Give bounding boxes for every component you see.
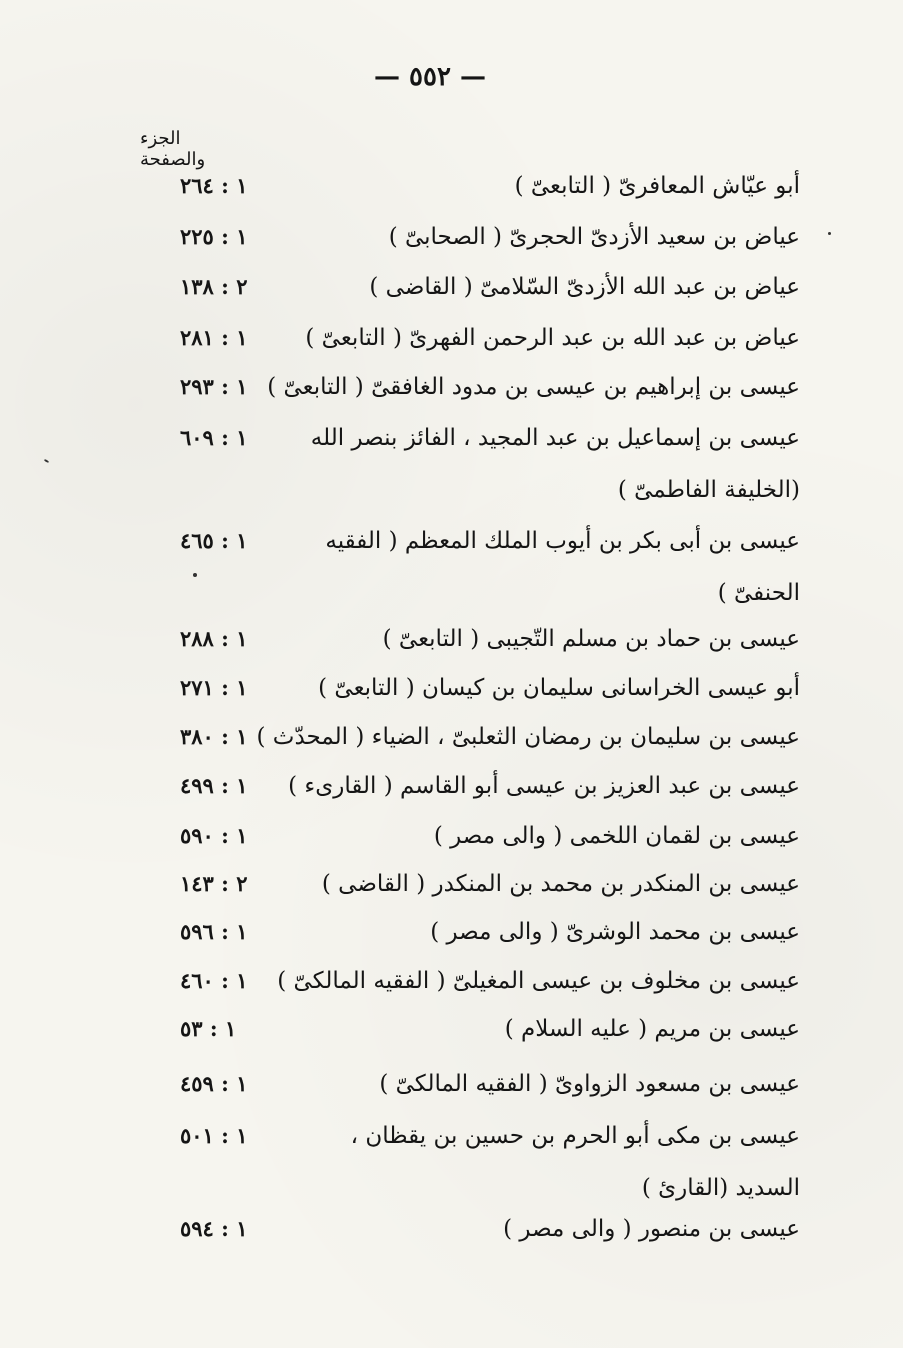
entry-volume-page: ١ : ٥٩٤ <box>180 1216 248 1241</box>
entry-volume-page: ١ : ٥٣ <box>180 1016 237 1041</box>
entry-name: عيسى بن عبد العزيز بن عيسى أبو القاسم ( القارىء ) <box>288 773 800 799</box>
entry-volume-page: ١ : ٥٩٦ <box>180 919 248 944</box>
scan-speck <box>193 573 197 577</box>
entry-name: عيسى بن أبى بكر بن أيوب الملك المعظم ( الفقيه الحنفىّ ) <box>325 528 800 606</box>
entry-volume-page: ١ : ٥٩٠ <box>180 823 248 848</box>
entry-name: عيسى بن مسعود الزواوىّ ( الفقيه المالكىّ ) <box>379 1071 800 1097</box>
entry-name: عيسى بن منصور ( والى مصر ) <box>503 1216 800 1242</box>
entry-volume-page: ١ : ٤٩٩ <box>180 773 248 798</box>
column-header-volume-page: الجزء والصفحة <box>140 128 206 170</box>
entry-volume-page: ١ : ٢٨١ <box>180 325 248 350</box>
entry-volume-page: ١ : ٤٥٩ <box>180 1071 248 1096</box>
entry-volume-page: ١ : ٥٠١ <box>180 1123 248 1148</box>
entry-name: عياض بن عبد الله بن عبد الرحمن الفهرىّ ( التابعىّ ) <box>305 325 800 351</box>
entry-volume-page: ١ : ٣٨٠ <box>180 724 248 749</box>
entry-name: أبو عيّاش المعافرىّ ( التابعىّ ) <box>514 173 800 199</box>
entry-name: عيسى بن محمد الوشرىّ ( والى مصر ) <box>430 919 800 945</box>
entry-name: عيسى بن إسماعيل بن عبد المجيد ، الفائز بنصر الله (الخليفة الفاطمىّ ) <box>310 425 800 503</box>
entry-name: عيسى بن مريم ( عليه السلام ) <box>504 1016 800 1042</box>
entry-volume-page: ٢ : ١٤٣ <box>180 871 248 896</box>
entry-volume-page: ١ : ٤٦٠ <box>180 968 248 993</box>
entry-volume-page: ١ : ٢٨٨ <box>180 626 248 651</box>
entry-name: عيسى بن سليمان بن رمضان الثعلبىّ ، الضياء ( المحدّث ) <box>256 724 800 750</box>
entry-volume-page: ١ : ٢٩٣ <box>180 374 248 399</box>
entry-name: عيسى بن مخلوف بن عيسى المغيلىّ ( الفقيه المالكىّ ) <box>277 968 800 994</box>
entry-name: عيسى بن لقمان اللخمى ( والى مصر ) <box>433 823 800 849</box>
entry-name: عيسى بن إبراهيم بن عيسى بن مدود الغافقىّ ( التابعىّ ) <box>267 374 800 400</box>
page-number: — ٥٥٢ — <box>373 62 487 92</box>
entry-volume-page: ١ : ٢٧١ <box>180 675 248 700</box>
entry-volume-page: ١ : ٢٦٤ <box>180 173 248 198</box>
entry-volume-page: ١ : ٢٢٥ <box>180 224 248 249</box>
entry-name: عيسى بن مكى أبو الحرم بن حسين بن يقظان ، السديد (القارئ ) <box>350 1123 800 1201</box>
entry-volume-page: ١ : ٤٦٥ <box>180 528 248 553</box>
entry-name: عيسى بن حماد بن مسلم التّجيبى ( التابعىّ ) <box>382 626 800 652</box>
entry-name: عيسى بن المنكدر بن محمد بن المنكدر ( القاضى ) <box>321 871 800 897</box>
entry-volume-page: ٢ : ١٣٨ <box>180 274 248 299</box>
entry-volume-page: ١ : ٦٠٩ <box>180 425 248 450</box>
scan-speck <box>828 232 831 235</box>
entry-name: عياض بن سعيد الأزدىّ الحجرىّ ( الصحابىّ ) <box>388 224 800 250</box>
entry-name: أبو عيسى الخراسانى سليمان بن كيسان ( التابعىّ ) <box>318 675 800 701</box>
entry-name: عياض بن عبد الله الأزدىّ السّلامىّ ( القاضى ) <box>369 274 800 300</box>
